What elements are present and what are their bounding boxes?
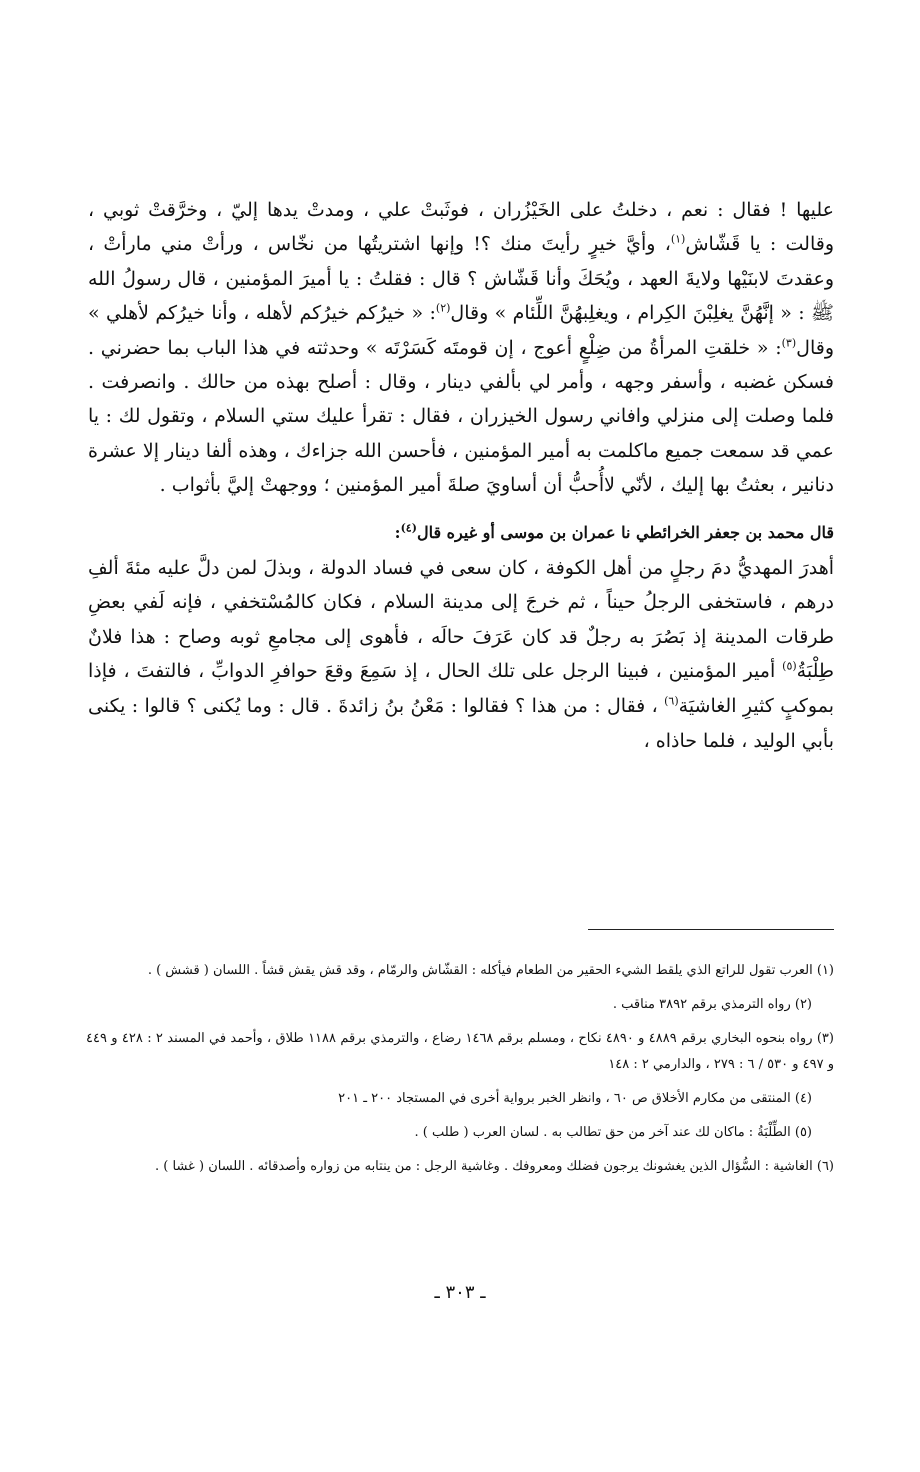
footnote-ref-2: (٢) — [435, 301, 451, 315]
main-text — [88, 193, 834, 758]
paragraph-2-text-0: أهدرَ المهديُّ دمَ رجلٍ من أهل الكوفة ، كان سعى في فساد الدولة ، وبذلَ لمن دلَّ عليه مئةَ ألفِ درهم ، فاستخفى الرجلُ حيناً ، ثم خرجَ إلى مدينة السلام ، فكان كالمُسْتخفي ، فإنه لَفي بعضِ طرقات المدينة إذ بَصُرَ به رجلٌ قد كان عَرَفَ حالَه ، فأهوى إلى مجامعِ ثوبه وصاح : هذا فلانٌ طِلْبَةُ — [88, 556, 834, 683]
footnote-ref-6: (٦) — [664, 694, 679, 708]
paragraph-1-text-2: : « خيرُكم خيرُكم لأهله ، وأنا خيرُكم لأهلي » وقال — [88, 302, 834, 359]
footnote-1: (١) العرب تقول للراتع الذي يلقط الشيء الحقير من الطعام فيأكله : القشّاش والرمّام ، وقد قش يقش قشاً . اللسان ( قشش ) . — [147, 963, 834, 978]
paragraph-2-text-2: ، فقال : من هذا ؟ فقالوا : مَعْنُ بنُ زائدةَ . قال : وما يُكنى ؟ قالوا : يكنى بأبي الوليد ، فلما حاذاه ، — [88, 695, 834, 752]
footnote-divider — [588, 929, 834, 930]
footnote-4: (٤) المنتقى من مكارم الأخلاق ص ٦٠ ، وانظر الخبر برواية أخرى في المستجاد ٢٠٠ ـ ٢٠١ — [338, 1091, 812, 1106]
footnote-6: (٦) الغاشية : السُّؤال الذين يغشونك يرجون فضلك ومعروفك . وغاشية الرجل : من ينتابه من زواره وأصدقائه . اللسان ( غشا ) . — [155, 1159, 834, 1174]
paragraph-2 — [88, 551, 834, 759]
footnote-2: (٢) رواه الترمذي برقم ٣٨٩٢ مناقب . — [612, 997, 812, 1012]
paragraph-1-text-3: : « خلقتِ المرأةُ من ضِلْعٍ أعوج ، إن قومتَه كَسَرْتَه » وحدثته في هذا الباب بما حضرني . فسكن غضبه ، وأسفر وجهه ، وأمر لي بألفي دينار ، وقال : أصلح بهذه من حالك . وانصرفت . فلما وصلت إلى منزلي وافاني رسول الخيزران ، فقال : تقرأ عليك ستي السلام ، وتقول لك : يا عمي قد سمعت جميع ماكلمت به أمير المؤمنين ، فأحسن الله جزاءك ، وهذه ألفا دينار إلا عشرة دنانير ، بعثتُ بها إليك ، لأنّي لاأُحبُّ أن أساويَ صلةَ أمير المؤمنين ؛ ووجهتْ إليَّ بأثواب . — [88, 336, 834, 497]
footnote-ref-1: (١) — [670, 233, 686, 247]
footnote-3: (٣) رواه بنحوه البخاري برقم ٤٨٨٩ و ٤٨٩٠ نكاح ، ومسلم برقم ١٤٦٨ رضاع ، والترمذي برقم ١١٨٨ طلاق ، وأحمد في المسند ٢ : ٤٢٨ و ٤٤٩ و ٤٩٧ و ٥٣٠ / ٦ : ٢٧٩ ، والدارمي ٢ : ١٤٨ — [86, 1031, 834, 1072]
footnote-5: (٥) الطِّلْبَةُ : ماكان لك عند آخر من حق تطالب به . لسان العرب ( طلب ) . — [414, 1125, 812, 1140]
page-number: ـ ٣٠٣ ـ — [434, 1282, 486, 1303]
heading-text-0: قال محمد بن جعفر الخرائطي نا عمران بن موسى أو غيره قال — [416, 522, 834, 542]
footnote-ref-5: (٥) — [782, 660, 797, 674]
footnotes — [86, 958, 834, 1188]
footnote-ref-3: (٣) — [781, 336, 797, 350]
paragraph-2-text-1: أمير المؤمنين ، فبينا الرجل على تلك الحال ، إذ سَمِعَ وقعَ حوافرِ الدوابِّ ، فالتفتَ ، فإذا بموكبٍ كثيرِ الغاشيَة — [88, 660, 834, 718]
heading-text-1: : — [394, 522, 401, 542]
section-heading — [88, 517, 834, 549]
footnote-ref-4: (٤) — [400, 521, 417, 535]
paragraph-1-text-1: ، وأيَّ خيرٍ رأيتَ منك ؟! وإنها اشتريتُها من نخّاس ، ورأتْ مني مارأتْ ، وعقدتَ لابنَيْها ولايةَ العهد ، ويُحَكَ وأنا قَشّاش ؟ قال : فقلتُ : يا أميرَ المؤمنين ، قال رسولُ الله ﷺ : « إنَّهُنَّ يغلِبْنَ الكِرام ، ويغلِبهُنَّ اللِّئام » وقال — [88, 233, 834, 325]
paragraph-1 — [88, 193, 834, 503]
paragraph-1-text-0: عليها ! فقال : نعم ، دخلتُ على الخَيْزُران ، فوثَبتْ علي ، ومدتْ يدها إليّ ، وخرَّقتْ ثوبي ، وقالت : يا قَشّاش — [88, 199, 834, 256]
